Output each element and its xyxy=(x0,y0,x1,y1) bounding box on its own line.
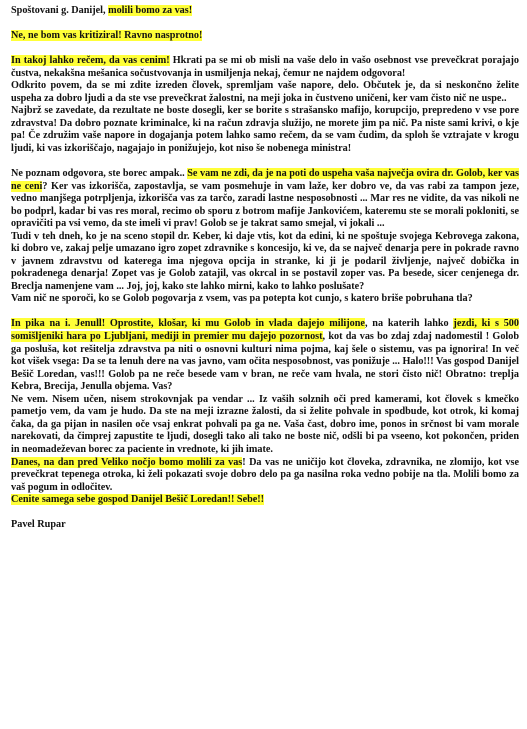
paragraph-2-highlight: Ne, ne bom vas kritiziral! Ravno nasprotno! xyxy=(11,30,203,42)
paragraph-7-text: Tudi v teh dneh, ko je na sceno stopil dr. Keber, ki daje vtis, kot da edini, ki ne spoštuje svojega Kebrovega zakona, ki dobro ve, zakaj pelje umazano igro zopet zdravnike s koncesijo, ki ve, da se največ denarja pere in pokrade ravno v javnem zdravstvu od katerega ima njegova opcija in stranke, ki ji je podaril življenje, največ dobička in pokradenega denarja! Zopet vas je Golob zatajil, vas okrcal in se postavil zoper vas. Pa besede, sicer cenjenega dr. Breclja namenjene vam ... Joj, joj, kako ste lahko mirni, kako to lahko poslušate? xyxy=(11,230,519,292)
paragraph-5-text: Najbrž se zavedate, da rezultate ne boste dosegli, ker se borite s strašansko mafijo, korupcijo, prepredeno v vse pore zdravstva! Da dobro poznate kriminalce, ki na račun zdravja služijo, ne morete jim pa nič. Pa niste sami krivi, o kje pa! Če združim vaše napore in dogajanja potem lahko samo rečem, da se vam čudim, da sploh še vztrajate v krogu ljudi, ki vas izkoriščajo, nagajajo in ponižujejo, kot niso še nobenega ministra! xyxy=(11,105,519,154)
paragraph-7 xyxy=(11,231,519,294)
paragraph-8-text: Vam nič ne sporoči, ko se Golob pogovarja z vsem, vas pa potepta kot cunjo, s katero briše pobruhana tla? xyxy=(11,293,473,305)
paragraph-6-text-b: ? Ker vas izkorišča, zapostavlja, se vam posmehuje in vam laže, ker dobro ve, da vas rabi za tampon jeze, vedno manjšega potrpljenja, izkorišča vas za tarčo, zaradi lastne nesposobnosti ... Mar res ne vidite, da vas nikoli ne bo podprl, kadar bi vas res moral, recimo ob sporu z botrom mafije Jankovićem, kateremu ste se morali pokloniti, se opravičiti pa vsi vemo, da ste imeli vi prav! Golob se je takrat samo smejal, vi jokali ... xyxy=(11,180,519,230)
paragraph-9-text-b: , kot da vas bo zdaj zdaj nadomestil ! Golob ga posluša, kot rešitelja zdravstva pa niti o osnovni kulturi nima pojma, kaj šele o sistemu, vas pa ignorira! In več kot višek vsega: Da se ta lenuh dere na vas javno, vam očita nesposobnost, vas ponižuje ... Halo!!! Vas gospod Danijel Bešič Loredan, vas!!! Golob pa ne reče besede vam v bran, ne reče vam hvala, ne stori čisto nič! Obratno: treplja Kebra, Brecija, Jenulla objema. Vas? xyxy=(11,331,520,393)
paragraph-6-text-a: Ne poznam odgovora, ste borec ampak.. xyxy=(11,167,188,179)
paragraph-9-highlight-b: jezdi, ki s 500 somišljeniki hara po Ljubljani, mediji in premier mu dajejo pozornost xyxy=(11,318,519,343)
paragraph-9-highlight-a: In pika na i. Jenull! Oprostite, klošar, ki mu Golob in vlada dajejo milijone xyxy=(11,318,365,330)
paragraph-4-text: Odkrito povem, da se mi zdite izreden človek, spremljam vaše napore, delo. Občutek je, da si neskončno želite uspeha za dobro ljudi a da ste vse prevečkrat žalostni, na meji joka in čustveno uničeni, ker vam čisto nič ne uspe.. xyxy=(11,80,519,104)
greeting-highlight: molili bomo za vas! xyxy=(108,5,193,16)
paragraph-10-text: Ne vem. Nisem učen, nisem strokovnjak pa vendar ... Iz vaših solznih oči pred kamerami, kot človek s kmečko pametjo vem, da vam je hudo. Da ste na meji izrazne žalosti, da si želite pohvale in spodbude, kot otrok, ki komaj čaka, da ga pijan in nasilen oče vsaj enkrat pohvali pa ga ne. Vaša čast, dobro ime, ponos in srčnost bi vam morale narekovati, da čimprej zapustite te ljudi, dosegli tako ali tako ne boste nič, odšli bi pa vseeno, kot pokončen, priden in neomadeževan borec za paciente in vrednote, ki jih imate. xyxy=(11,393,519,455)
paragraph-12-highlight: Cenite samega sebe gospod Danijel Bešič Loredan!! Sebe!! xyxy=(11,494,265,506)
greeting xyxy=(11,5,519,18)
paragraph-2 xyxy=(11,30,519,43)
paragraph-8 xyxy=(11,293,519,306)
paragraph-11-text: ! Da vas ne uničijo kot človeka, zdravnika, ne zlomijo, kot vse prevečkrat tepenega otroka, ki želi pokazati svoje dobro delo pa ga nasilna roka vedno pobije na tla. Molili bomo za vaš pogum in odločitev. xyxy=(11,456,519,493)
paragraph-9 xyxy=(11,318,519,393)
paragraph-3 xyxy=(11,55,519,80)
paragraph-6 xyxy=(11,168,519,231)
paragraph-4 xyxy=(11,80,519,105)
paragraph-9-text-a: , na katerih lahko xyxy=(364,318,454,330)
paragraph-6-highlight: Se vam ne zdi, da je na poti do uspeha vaša največja ovira dr. Golob, ker vas ne ceni xyxy=(11,167,519,192)
paragraph-11 xyxy=(11,457,519,495)
paragraph-10 xyxy=(11,394,519,457)
paragraph-11-highlight: Danes, na dan pred Veliko nočjo bomo molili za vas xyxy=(11,456,243,468)
signature: Pavel Rupar xyxy=(11,519,66,531)
paragraph-5 xyxy=(11,105,519,155)
greeting-text: Spoštovani g. Danijel, xyxy=(11,5,109,16)
paragraph-12 xyxy=(11,494,519,507)
paragraph-3-text: Hkrati pa se mi ob misli na vaše delo in vašo osebnost vse prevečkrat porajajo čustva, nekakšna mešanica sočustvovanja in usmiljenja nekaj, čemur ne najdem odgovora! xyxy=(11,55,520,79)
paragraph-3-highlight: In takoj lahko rečem, da vas cenim! xyxy=(11,55,170,67)
